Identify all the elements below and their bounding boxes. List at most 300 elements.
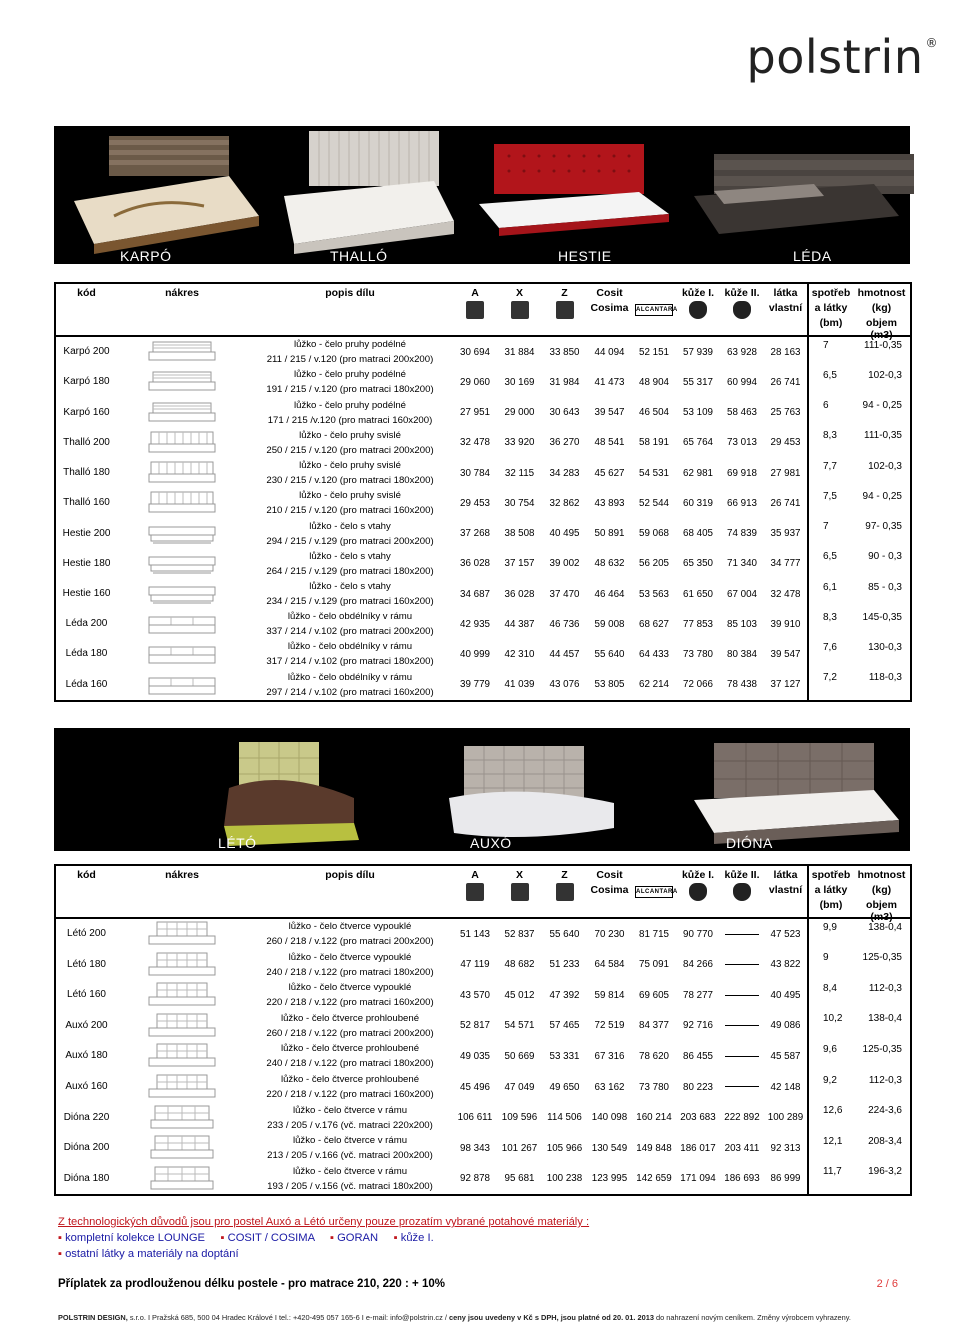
price-cell: 60 319 (683, 497, 713, 509)
header-drawing: nákres (117, 283, 247, 336)
price-cell: 64 433 (639, 648, 669, 660)
price-cell: 50 669 (504, 1050, 535, 1062)
price-cell: 186 693 (724, 1173, 760, 1185)
price-cell: 186 017 (680, 1142, 716, 1154)
row-drawing (117, 336, 247, 367)
price-cell: 59 068 (639, 528, 669, 540)
row-drawing (117, 428, 247, 458)
price-cell: 42 935 (460, 618, 490, 630)
price-cell: 34 687 (460, 588, 490, 600)
consumption-value: 8,3 (823, 611, 837, 623)
price-cell: 44 457 (549, 648, 580, 660)
header-kuze1: kůže I. (676, 865, 720, 918)
price-cell: 65 350 (683, 558, 713, 570)
consumption-value: 9 (823, 952, 829, 964)
weight-value: 90 - 0,3 (868, 551, 902, 563)
row-drawing (117, 1102, 247, 1133)
bed-photos-row-2 (54, 728, 910, 851)
row-drawing (117, 639, 247, 669)
note-items: ▪ kompletní kolekce LOUNGE ▪ COSIT / COSIMA ▪ GORAN ▪ kůže I. (58, 1232, 434, 1244)
note-item: kůže I. (400, 1232, 434, 1244)
price-cell: 67 004 (727, 588, 757, 600)
table-row (55, 639, 911, 669)
price-cell: 130 549 (591, 1142, 628, 1154)
price-cell: 203 411 (724, 1142, 760, 1154)
row-code: Auxó 160 (65, 1081, 108, 1093)
price-cell: 56 205 (639, 558, 669, 570)
price-cell: 27 951 (460, 407, 490, 419)
price-cell: 47 523 (770, 928, 801, 940)
price-cell: 28 163 (770, 346, 801, 358)
table-row (55, 336, 911, 367)
leather-icon (733, 301, 751, 319)
consumption-value: 7,6 (823, 641, 837, 653)
table-row (55, 518, 911, 548)
consumption-value: 10,2 (823, 1013, 843, 1025)
bed-name-karpo: KARPÓ (120, 248, 172, 264)
price-cell: 33 920 (504, 437, 535, 449)
row-code: Hestie 200 (62, 527, 111, 539)
row-code: Karpó 180 (63, 376, 110, 388)
header-code: kód (55, 865, 117, 918)
weight-value: 111-0,35 (864, 430, 902, 442)
note-item: COSIT / COSIMA (227, 1232, 315, 1244)
row-description: lůžko - čelo s vtahy 294 / 215 / v.129 (pro matraci 200x200) (266, 520, 434, 547)
row-code: Thalló 160 (63, 497, 110, 509)
table-row (55, 397, 911, 427)
row-code: Dióna 180 (63, 1172, 110, 1184)
consumption-value: 7,2 (823, 672, 837, 684)
alcantara-logo: ALCANTARA (635, 304, 673, 316)
consumption-value: 7,5 (823, 490, 837, 502)
price-cell: 47 392 (549, 989, 580, 1001)
price-cell: 30 784 (460, 467, 490, 479)
price-cell: 35 937 (770, 528, 801, 540)
price-cell: 45 627 (594, 467, 625, 479)
table-row (55, 1102, 911, 1133)
row-drawing (117, 1072, 247, 1103)
price-cell: 29 453 (770, 437, 801, 449)
price-cell: 47 049 (504, 1081, 535, 1093)
row-code: Létó 180 (67, 958, 106, 970)
row-drawing (117, 670, 247, 701)
row-consumption-weight (808, 549, 911, 579)
price-cell: 39 002 (549, 558, 580, 570)
row-consumption-weight (808, 918, 911, 950)
price-cell: 62 214 (639, 679, 669, 691)
price-cell: 57 939 (683, 346, 713, 358)
price-cell: 73 780 (639, 1081, 669, 1093)
price-cell: 36 028 (504, 588, 535, 600)
row-description: lůžko - čelo pruhy svislé 210 / 215 / v.120 (pro matraci 160x200) (266, 490, 434, 517)
weight-value: 145-0,35 (862, 611, 902, 623)
bed-name-leda: LÉDA (793, 248, 832, 264)
table-body-1 (55, 336, 911, 701)
price-cell: 43 822 (770, 959, 801, 971)
consumption-value: 6,5 (823, 369, 837, 381)
price-cell: 72 519 (594, 1020, 625, 1032)
leto-photo (224, 742, 359, 846)
row-drawing (117, 549, 247, 579)
consumption-value: 11,7 (823, 1166, 842, 1178)
price-cell: 51 143 (460, 928, 490, 940)
price-cell: 203 683 (680, 1112, 716, 1124)
weight-value: 224-3,6 (868, 1105, 902, 1117)
price-cell: 222 892 (724, 1112, 760, 1124)
price-cell: 63 162 (594, 1081, 625, 1093)
row-code: Dióna 200 (63, 1142, 110, 1154)
brand-logo: polstrin ® (746, 30, 938, 84)
bed-name-diona: DIÓNA (726, 835, 773, 851)
fabric-icon (466, 883, 484, 901)
header-drawing: nákres (117, 865, 247, 918)
price-cell: 29 060 (460, 376, 490, 388)
price-cell: 70 230 (594, 928, 625, 940)
price-cell: 31 884 (504, 346, 535, 358)
header-consumption: spotřeb a látky (bm) (808, 283, 853, 336)
price-cell: 55 317 (683, 376, 713, 388)
price-cell: 73 013 (727, 437, 757, 449)
header-kuze2: kůže II. (720, 865, 764, 918)
row-code: Hestie 180 (62, 557, 111, 569)
row-consumption-weight (808, 367, 911, 397)
price-cell: 77 853 (683, 618, 713, 630)
weight-value: 111-0,35 (864, 339, 902, 351)
price-cell: 68 627 (639, 618, 669, 630)
price-cell: 26 741 (770, 376, 801, 388)
price-empty (720, 1011, 764, 1042)
row-drawing (117, 980, 247, 1011)
weight-value: 94 - 0,25 (862, 490, 902, 502)
row-code: Létó 200 (67, 928, 106, 940)
weight-value: 196-3,2 (868, 1166, 902, 1178)
consumption-value: 8,4 (823, 982, 837, 994)
price-cell: 32 862 (549, 497, 580, 509)
price-cell: 52 837 (504, 928, 535, 940)
consumption-value: 8,3 (823, 430, 837, 442)
price-cell: 48 541 (594, 437, 625, 449)
price-cell: 42 310 (504, 648, 535, 660)
row-description: lůžko - čelo pruhy podélné 171 / 215 /v.120 (pro matraci 160x200) (267, 399, 433, 426)
price-cell: 71 340 (727, 558, 757, 570)
price-cell: 30 169 (504, 376, 535, 388)
header-X: X (497, 283, 542, 336)
row-description: lůžko - čelo čtverce vypouklé 260 / 218 / v.122 (pro matraci 200x200) (266, 921, 434, 948)
price-cell: 54 571 (504, 1020, 535, 1032)
row-code: Thalló 200 (63, 436, 110, 448)
price-cell: 66 913 (727, 497, 757, 509)
leather-icon (689, 883, 707, 901)
row-consumption-weight (808, 397, 911, 427)
price-cell: 44 387 (504, 618, 535, 630)
row-description: lůžko - čelo čtverce v rámu 233 / 205 / v.176 (vč. matraci 220x200) (267, 1104, 433, 1131)
row-description: lůžko - čelo pruhy podélné 211 / 215 / v.120 (pro matraci 200x200) (266, 339, 434, 366)
row-consumption-weight (808, 1133, 911, 1164)
price-cell: 67 316 (594, 1050, 625, 1062)
price-cell: 50 891 (594, 528, 625, 540)
fabric-icon (556, 301, 574, 319)
table-row (55, 1011, 911, 1042)
note-other: ostatní látky a materiály na doptání (65, 1248, 239, 1260)
weight-value: 125-0,35 (862, 1043, 902, 1055)
header-alcantara (632, 283, 676, 336)
weight-value: 94 - 0,25 (862, 400, 902, 412)
price-cell: 149 848 (636, 1142, 672, 1154)
bed-name-hestie: HESTIE (558, 248, 612, 264)
weight-value: 208-3,4 (868, 1135, 902, 1147)
row-consumption-weight (808, 950, 911, 981)
leather-icon (733, 883, 751, 901)
table-row (55, 549, 911, 579)
row-drawing (117, 950, 247, 981)
row-consumption-weight (808, 1072, 911, 1103)
table-row (55, 950, 911, 981)
product-photo-banner-1 (54, 126, 910, 264)
price-cell: 105 966 (546, 1142, 583, 1154)
consumption-value: 12,6 (823, 1105, 843, 1117)
row-description: lůžko - čelo čtverce prohloubené 240 / 218 / v.122 (pro matraci 180x200) (266, 1043, 434, 1070)
price-cell: 48 632 (594, 558, 625, 570)
row-consumption-weight (808, 1041, 911, 1072)
fabric-icon (511, 301, 529, 319)
row-consumption-weight (808, 1102, 911, 1133)
price-cell: 60 994 (727, 376, 757, 388)
table-row (55, 458, 911, 488)
price-cell: 90 770 (683, 928, 713, 940)
bed-name-auxo: AUXÓ (470, 835, 512, 851)
diona-photo (694, 743, 899, 844)
header-A: A (453, 865, 497, 918)
row-description: lůžko - čelo obdélníky v rámu 297 / 214 / v.102 (pro matraci 160x200) (266, 671, 434, 698)
price-cell: 37 470 (549, 588, 580, 600)
price-cell: 64 584 (594, 959, 625, 971)
row-drawing (117, 367, 247, 397)
price-cell: 59 008 (594, 618, 625, 630)
row-consumption-weight (808, 428, 911, 458)
price-cell: 65 764 (683, 437, 713, 449)
table-header (55, 865, 911, 918)
table-row (55, 1041, 911, 1072)
row-description: lůžko - čelo obdélníky v rámu 337 / 214 / v.102 (pro matraci 200x200) (266, 611, 434, 638)
material-note: Z technologických důvodů jsou pro postel Auxó a Létó určeny pouze prozatím vybrané potahové materiály : ▪ kompletní kolekce LOUNGE ▪ COSIT / COSIMA ▪ GORAN ▪ kůže I. ▪ ostatní látky a materiály na doptání (58, 1216, 590, 1260)
price-cell: 85 103 (727, 618, 757, 630)
table-body-2 (55, 918, 911, 1195)
price-cell: 41 473 (594, 376, 625, 388)
fabric-icon (556, 883, 574, 901)
price-cell: 39 910 (770, 618, 801, 630)
header-description: popis dílu (247, 865, 453, 918)
note-line: Z technologických důvodů jsou pro postel Auxó a Létó určeny pouze prozatím vybrané potahové materiály : (58, 1216, 590, 1228)
price-cell: 92 878 (460, 1173, 490, 1185)
weight-value: 97- 0,35 (865, 521, 902, 533)
price-empty (720, 950, 764, 981)
price-cell: 30 694 (460, 346, 490, 358)
row-drawing (117, 918, 247, 950)
price-cell: 53 109 (683, 407, 713, 419)
weight-value: 138-0,4 (868, 921, 902, 933)
price-cell: 80 384 (727, 648, 757, 660)
price-cell: 40 495 (770, 989, 801, 1001)
consumption-value: 9,9 (823, 921, 837, 933)
header-kuze1: kůže I. (676, 283, 720, 336)
price-cell: 171 094 (680, 1173, 716, 1185)
row-code: Léda 200 (65, 618, 108, 630)
row-code: Auxó 200 (65, 1019, 108, 1031)
price-empty (720, 1072, 764, 1103)
price-cell: 32 478 (770, 588, 801, 600)
price-cell: 101 267 (501, 1142, 538, 1154)
price-cell: 53 563 (639, 588, 669, 600)
price-cell: 30 643 (549, 407, 580, 419)
table-row (55, 1163, 911, 1195)
row-consumption-weight (808, 1163, 911, 1195)
consumption-value: 9,2 (823, 1074, 837, 1086)
consumption-value: 7 (823, 521, 829, 533)
consumption-value: 12,1 (823, 1135, 843, 1147)
price-cell: 49 650 (549, 1081, 580, 1093)
auxo-photo (449, 746, 614, 837)
row-consumption-weight (808, 639, 911, 669)
row-drawing (117, 1163, 247, 1195)
hestie-photo (479, 144, 669, 236)
price-cell: 140 098 (591, 1112, 628, 1124)
header-Z: Z (542, 865, 587, 918)
price-cell: 73 780 (683, 648, 713, 660)
table-row (55, 609, 911, 639)
table-row (55, 1072, 911, 1103)
price-cell: 37 268 (460, 528, 490, 540)
price-cell: 37 157 (504, 558, 535, 570)
row-description: lůžko - čelo čtverce prohloubené 220 / 218 / v.122 (pro matraci 160x200) (266, 1074, 434, 1101)
price-cell: 106 611 (457, 1112, 493, 1124)
karpo-photo (74, 136, 259, 254)
row-drawing (117, 1133, 247, 1164)
price-cell: 84 266 (683, 959, 713, 971)
price-cell: 55 640 (549, 928, 580, 940)
price-cell: 63 928 (727, 346, 757, 358)
consumption-value: 6 (823, 400, 829, 412)
price-cell: 46 464 (594, 588, 625, 600)
price-cell: 34 283 (549, 467, 580, 479)
price-cell: 29 453 (460, 497, 490, 509)
price-cell: 46 736 (549, 618, 580, 630)
note-item: GORAN (337, 1232, 379, 1244)
price-cell: 78 277 (683, 989, 713, 1001)
row-description: lůžko - čelo s vtahy 264 / 215 / v.129 (pro matraci 180x200) (266, 550, 434, 577)
price-cell: 46 504 (639, 407, 669, 419)
consumption-value: 9,6 (823, 1043, 837, 1055)
price-cell: 142 659 (636, 1173, 672, 1185)
consumption-value: 6,1 (823, 581, 837, 593)
bed-photos-row-1 (54, 126, 910, 264)
row-drawing (117, 518, 247, 548)
table-header (55, 283, 911, 336)
row-description: lůžko - čelo čtverce vypouklé 220 / 218 / v.122 (pro matraci 160x200) (266, 982, 434, 1009)
row-code: Dióna 220 (63, 1111, 110, 1123)
row-code: Léda 180 (65, 648, 108, 660)
row-consumption-weight (808, 1011, 911, 1042)
price-cell: 55 640 (594, 648, 625, 660)
price-cell: 84 377 (639, 1020, 669, 1032)
row-drawing (117, 458, 247, 488)
price-cell: 75 091 (639, 959, 669, 971)
price-cell: 40 999 (460, 648, 490, 660)
price-cell: 98 343 (460, 1142, 490, 1154)
consumption-value: 6,5 (823, 551, 837, 563)
weight-value: 112-0,3 (868, 982, 902, 994)
price-table-2 (54, 864, 912, 1196)
price-cell: 47 119 (460, 959, 490, 971)
price-cell: 36 270 (549, 437, 580, 449)
price-cell: 52 817 (460, 1020, 490, 1032)
row-drawing (117, 397, 247, 427)
price-cell: 31 984 (549, 376, 580, 388)
header-latka: látka vlastní (764, 283, 808, 336)
price-cell: 53 331 (549, 1050, 580, 1062)
price-cell: 41 039 (504, 679, 535, 691)
header-weight: hmotnost (kg) objem (m3) (853, 865, 911, 918)
row-description: lůžko - čelo s vtahy 234 / 215 / v.129 (pro matraci 160x200) (266, 581, 434, 607)
price-cell: 39 547 (770, 648, 801, 660)
price-cell: 34 777 (770, 558, 801, 570)
row-code: Karpó 200 (63, 346, 110, 358)
row-description: lůžko - čelo čtverce v rámu 213 / 205 / v.166 (vč. matraci 200x200) (267, 1135, 433, 1162)
price-empty (720, 1041, 764, 1072)
price-cell: 92 313 (770, 1142, 801, 1154)
table-row (55, 488, 911, 518)
weight-value: 125-0,35 (862, 952, 902, 964)
row-consumption-weight (808, 579, 911, 609)
weight-value: 112-0,3 (868, 1074, 902, 1086)
row-code: Auxó 180 (65, 1050, 108, 1062)
price-cell: 36 028 (460, 558, 490, 570)
header-code: kód (55, 283, 117, 336)
price-cell: 29 000 (504, 407, 535, 419)
price-cell: 39 779 (460, 679, 490, 691)
price-cell: 51 233 (549, 959, 580, 971)
price-table-1 (54, 282, 912, 702)
price-cell: 27 981 (770, 467, 801, 479)
row-consumption-weight (808, 609, 911, 639)
price-cell: 26 741 (770, 497, 801, 509)
price-cell: 37 127 (770, 679, 801, 691)
fabric-icon (511, 883, 529, 901)
price-cell: 43 893 (594, 497, 625, 509)
table-row (55, 428, 911, 458)
table-row (55, 579, 911, 609)
table-row (55, 367, 911, 397)
row-consumption-weight (808, 336, 911, 367)
price-cell: 68 405 (683, 528, 713, 540)
bed-name-thallo: THALLÓ (330, 248, 388, 264)
price-cell: 33 850 (549, 346, 580, 358)
table-row (55, 980, 911, 1011)
price-cell: 49 035 (460, 1050, 490, 1062)
price-cell: 49 086 (770, 1020, 801, 1032)
price-empty (720, 918, 764, 950)
row-drawing (117, 488, 247, 518)
price-cell: 45 012 (504, 989, 535, 1001)
header-consumption: spotřeb a látky (bm) (808, 865, 853, 918)
header-description: popis dílu (247, 283, 453, 336)
alcantara-logo: ALCANTARA (635, 886, 673, 898)
page-number: 2 / 6 (876, 1278, 898, 1290)
price-cell: 114 506 (547, 1112, 582, 1124)
price-cell: 58 463 (727, 407, 757, 419)
header-alcantara (632, 865, 676, 918)
row-description: lůžko - čelo čtverce prohloubené 260 / 218 / v.122 (pro matraci 200x200) (266, 1012, 434, 1039)
thallo-photo (284, 131, 454, 254)
